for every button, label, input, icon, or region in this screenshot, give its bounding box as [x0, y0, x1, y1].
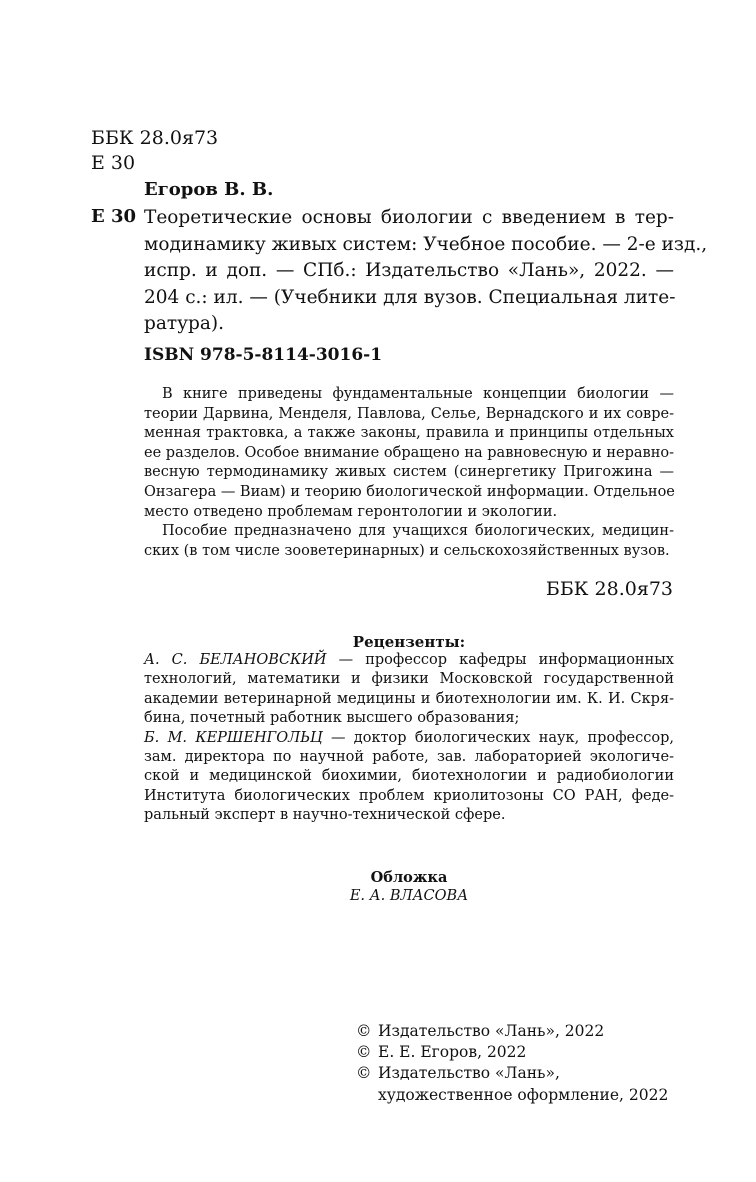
copyright-block — [356, 1021, 668, 1106]
annotation-line: В книге приведены фундаментальные концепции биологии — — [162, 386, 674, 402]
annotation-line: место отведено проблемам геронтологии и экологии. — [144, 503, 558, 520]
entry-line: Теоретические основы биологии с введением в тер- — [144, 207, 674, 228]
copyright-line — [356, 1063, 668, 1084]
copyright-continuation: художественное оформление, 2022 — [378, 1085, 669, 1104]
entry-line: модинамику живых систем: Учебное пособие. — 2-е изд., — [144, 233, 708, 255]
entry-line: ратура). — [144, 313, 224, 335]
cover-designer: Е. А. ВЛАСОВА — [349, 888, 469, 904]
reviewer-line: Института биологических проблем криолитозоны СО РАН, феде- — [144, 787, 674, 804]
copyright-symbol: © — [356, 1022, 372, 1040]
author-index-top: Е 30 — [91, 152, 136, 174]
entry-line: испр. и доп. — СПб.: Издательство «Лань», 2022. — — [144, 260, 674, 282]
annotation-line: ских (в том числе зооветеринарных) и сельскохозяйственных вузов. — [144, 542, 670, 559]
reviewer-line — [144, 651, 674, 670]
annotation-line: ее разделов. Особое внимание обращено на равновесную и неравно- — [144, 444, 674, 461]
reviewers-title: Рецензенты: — [352, 633, 466, 651]
author-index-entry: Е 30 — [91, 206, 137, 227]
bibliographic-entry — [144, 205, 708, 338]
copyright-line — [356, 1042, 668, 1063]
annotation — [144, 385, 674, 561]
reviewer-line: зам. директора по научной работе, зав. лабораторией экологиче- — [144, 749, 674, 766]
reviewer-text: — доктор биологических наук, профессор, — [322, 729, 674, 746]
copyright-text: Издательство «Лань», — [378, 1064, 560, 1083]
reviewer-name-first: А. С. БЕЛАНОВСКИЙ — [144, 652, 327, 668]
copyright-line — [356, 1021, 668, 1042]
copyright-symbol: © — [356, 1043, 372, 1062]
reviewer-text: — профессор кафедры информационных — [326, 652, 674, 668]
bbk-code-top: ББК 28.0я73 — [91, 127, 219, 149]
reviewer-line: ральный эксперт в научно-технической сфере. — [144, 807, 506, 824]
bbk-code-bottom: ББК 28.0я73 — [545, 578, 673, 600]
copyright-text: Издательство «Лань», 2022 — [378, 1022, 605, 1040]
annotation-line: теории Дарвина, Менделя, Павлова, Селье, Вернадского и их совре- — [144, 405, 674, 422]
copyright-symbol: © — [356, 1064, 372, 1083]
reviewer-line: академии ветеринарной медицины и биотехнологии им. К. И. Скря- — [144, 690, 674, 707]
reviewer-line: ской и медицинской биохимии, биотехнологии и радиобиологии — [144, 768, 674, 785]
reviewer-line — [144, 729, 674, 748]
cover-title: Обложка — [370, 869, 448, 886]
isbn: ISBN 978-5-8114-3016-1 — [144, 345, 383, 365]
annotation-line: Пособие предназначено для учащихся биологических, медицин- — [162, 523, 674, 540]
entry-line: 204 с.: ил. — (Учебники для вузов. Специальная лите- — [144, 286, 676, 308]
annotation-line: весную термодинамику живых систем (синергетику Пригожина — — [144, 464, 674, 481]
reviewers-list — [144, 651, 674, 826]
annotation-line: Онзагера — Виам) и теорию биологической информации. Отдельное — [144, 483, 675, 500]
author-name: Егоров В. В. — [144, 179, 274, 200]
annotation-line: менная трактовка, а также законы, правила и принципы отдельных — [144, 425, 674, 442]
reviewer-line: технологий, математики и физики Московской государственной — [144, 671, 674, 688]
copyright-text: Е. Е. Егоров, 2022 — [378, 1043, 527, 1062]
reviewer-line: бина, почетный работник высшего образования; — [144, 710, 520, 727]
reviewer-name-second: Б. М. КЕРШЕНГОЛЬЦ — [144, 729, 323, 746]
